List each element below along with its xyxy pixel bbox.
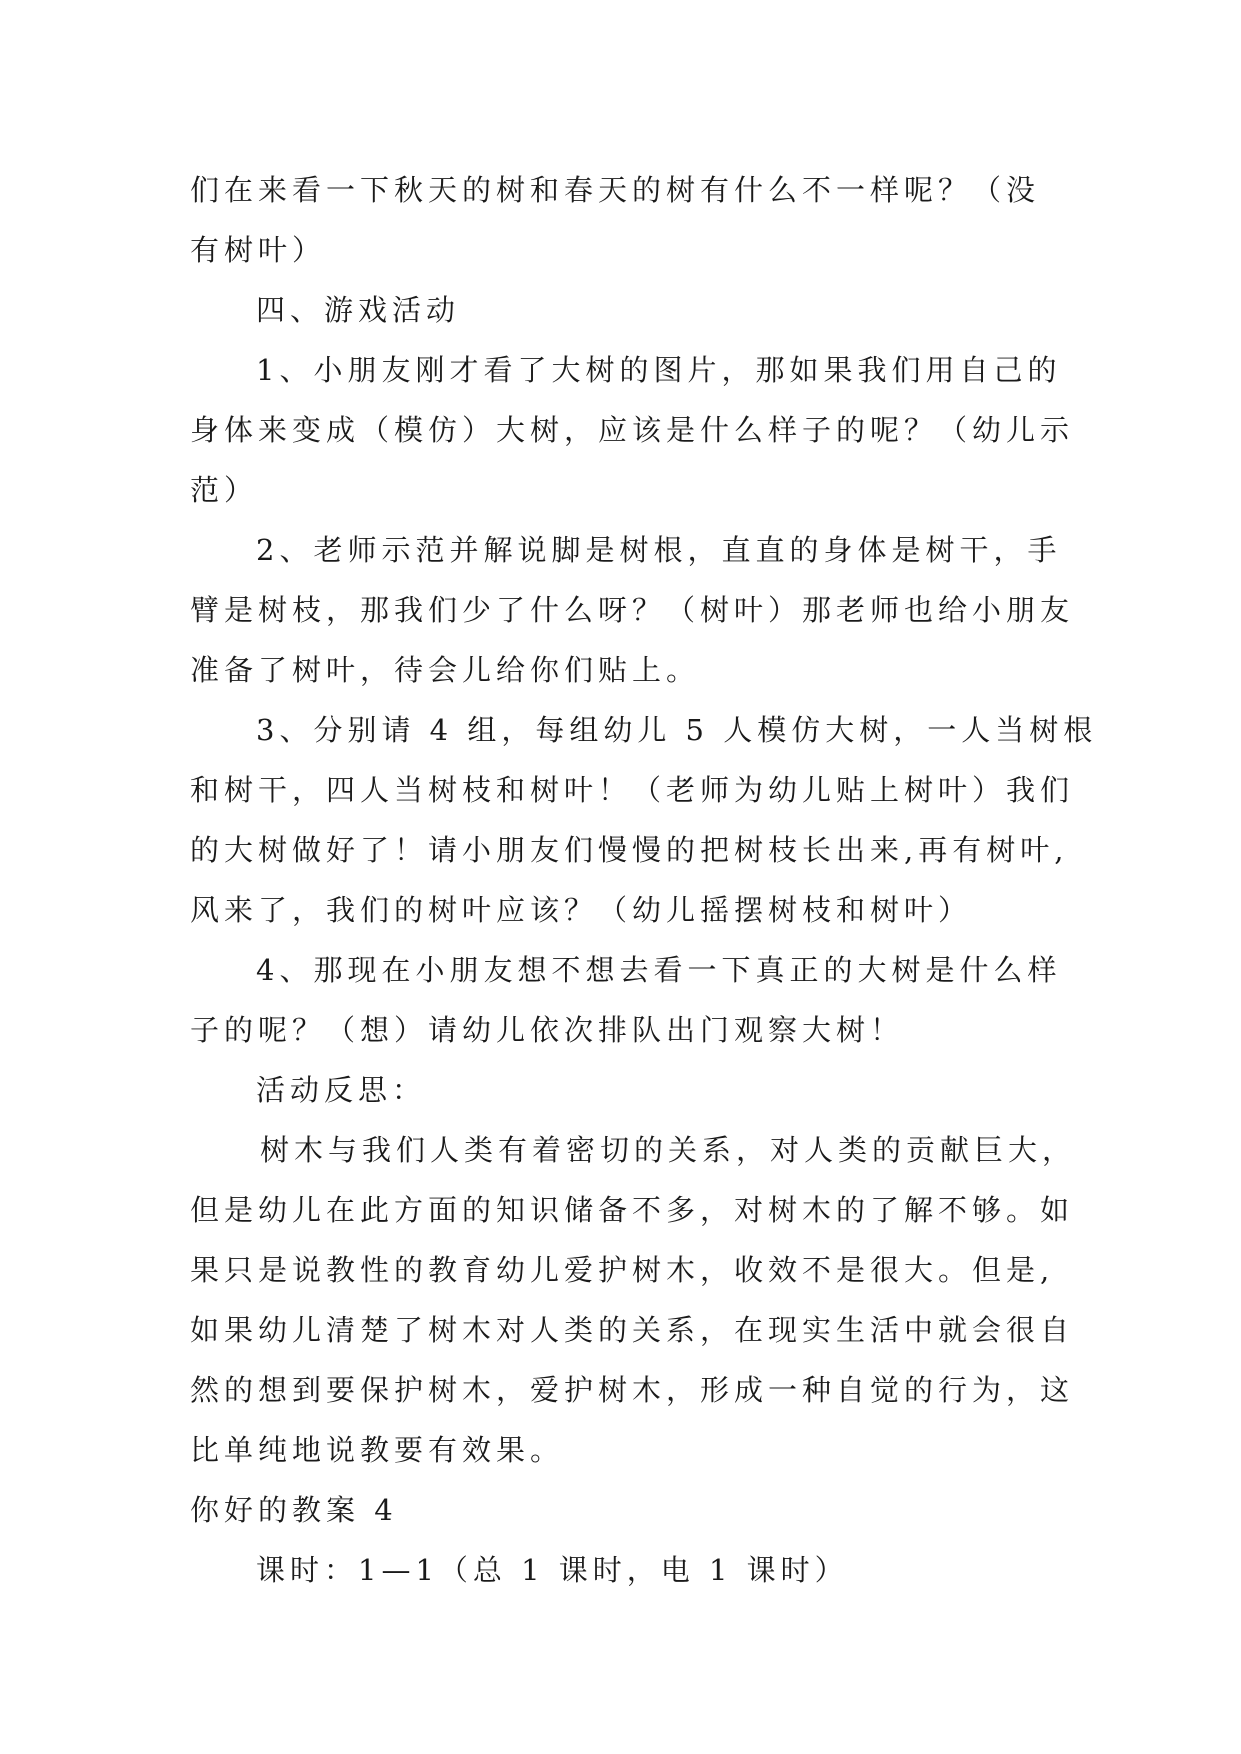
text-line: 风来了，我们的树叶应该？（幼儿摇摆树枝和树叶） <box>190 893 973 927</box>
text-line: 课时：1—1（总 1 课时，电 1 课时） <box>256 1553 849 1587</box>
text-line: 4、那现在小朋友想不想去看一下真正的大树是什么样 <box>256 953 1062 987</box>
text-line: 但是幼儿在此方面的知识储备不多，对树木的了解不够。如 <box>190 1193 1075 1227</box>
text-line: 如果幼儿清楚了树木对人类的关系，在现实生活中就会很自 <box>190 1313 1075 1347</box>
text-line: 的大树做好了！请小朋友们慢慢的把树枝长出来,再有树叶, <box>190 833 1069 867</box>
text-line: 子的呢？（想）请幼儿依次排队出门观察大树！ <box>190 1013 905 1047</box>
document-title: 你好的教案 4 <box>190 1493 398 1527</box>
text-line: 1、小朋友刚才看了大树的图片，那如果我们用自己的 <box>256 353 1062 387</box>
text-line: 们在来看一下秋天的树和春天的树有什么不一样呢？（没 <box>190 173 1041 207</box>
text-line: 准备了树叶，待会儿给你们贴上。 <box>190 653 701 687</box>
text-line: 身体来变成（模仿）大树，应该是什么样子的呢？（幼儿示 <box>190 413 1075 447</box>
section-heading: 活动反思： <box>256 1073 427 1107</box>
text-line: 范） <box>190 473 259 507</box>
text-line: 比单纯地说教要有效果。 <box>190 1433 565 1467</box>
text-line: 然的想到要保护树木，爱护树木，形成一种自觉的行为，这 <box>190 1373 1075 1407</box>
text-line: 和树干，四人当树枝和树叶！（老师为幼儿贴上树叶）我们 <box>190 773 1075 807</box>
text-line: 3、分别请 4 组，每组幼儿 5 人模仿大树，一人当树根 <box>256 713 1098 747</box>
text-line: 树木与我们人类有着密切的关系，对人类的贡献巨大， <box>260 1133 1077 1167</box>
text-line: 果只是说教性的教育幼儿爱护树木，收效不是很大。但是, <box>190 1253 1055 1287</box>
document-body <box>190 160 1098 1600</box>
text-line: 臂是树枝，那我们少了什么呀？（树叶）那老师也给小朋友 <box>190 593 1075 627</box>
section-heading: 四、游戏活动 <box>256 293 461 327</box>
text-line: 有树叶） <box>190 233 327 267</box>
text-line: 2、老师示范并解说脚是树根，直直的身体是树干，手 <box>256 533 1062 567</box>
